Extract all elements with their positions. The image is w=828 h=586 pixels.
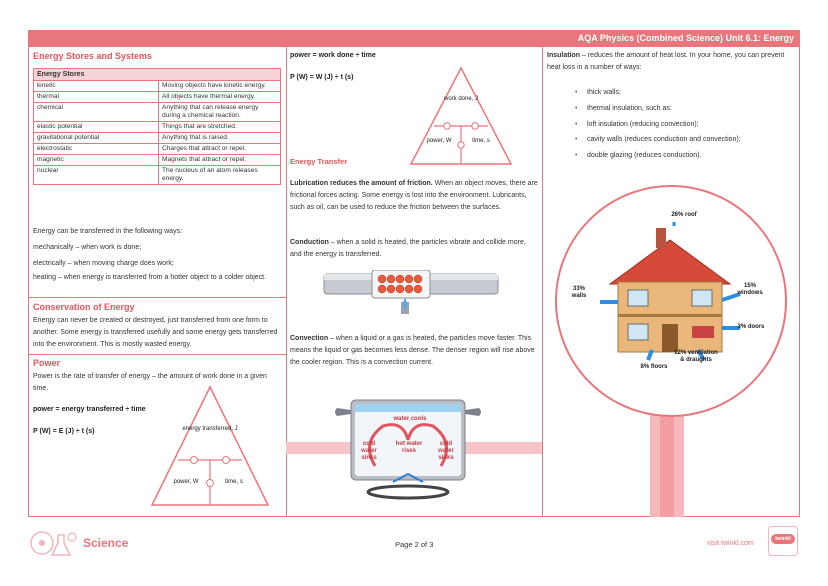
power-tri-right-label: time, s [225, 479, 243, 485]
transfer-title: Energy Transfer [290, 157, 348, 166]
table-row [34, 144, 281, 155]
sofa [692, 326, 714, 338]
insulation-text [547, 50, 797, 74]
divide-symbol-icon [444, 123, 450, 129]
divide-symbol-icon [191, 457, 198, 464]
column-divider-2 [542, 47, 543, 517]
twinkl-logo [768, 526, 798, 556]
table-header: Energy Stores [34, 69, 281, 81]
table-row [34, 155, 281, 166]
science-logo-icon [28, 527, 78, 561]
store-name: nuclear [34, 166, 159, 185]
rod-cutaway [372, 270, 430, 298]
lubrication-body: When an object moves, there are frictional forces acting. Some energy is lost into the environment. Lubricants, such as oil, can be used to reduce the friction between the surfaces. [290, 180, 538, 211]
store-name: electrostatic [34, 144, 159, 155]
power-tri-top-label: energy transferred, J [182, 426, 238, 432]
twinkl-logo-text: twinkl [771, 534, 795, 544]
power-tri-left-label: power, W [173, 479, 199, 485]
store-name: magnetic [34, 155, 159, 166]
pot-top-label: water cools [393, 416, 427, 422]
window [628, 324, 648, 340]
house-roof-label: 26% roof [671, 212, 697, 218]
multiply-symbol-icon [207, 480, 214, 487]
table-row [34, 92, 281, 103]
house-walls-label: 33% walls [571, 286, 587, 299]
power-triangle [150, 385, 270, 509]
work-equation-symbols: P (W) = W (J) ÷ t (s) [290, 74, 354, 81]
pot-left-label: cold water sinks [361, 441, 377, 461]
list-item: • loft insulation (reducing convection); [575, 117, 741, 133]
stores-title: Energy Stores and Systems [33, 51, 153, 61]
pot-right-label: cold water sinks [438, 441, 454, 461]
store-name: thermal [34, 92, 159, 103]
lubrication-bold: Lubrication reduces the amount of friction. [290, 180, 433, 187]
store-name: chemical [34, 103, 159, 122]
store-desc: All objects have thermal energy. [159, 92, 281, 103]
house-illustration [590, 222, 750, 362]
lubrication-text [290, 178, 538, 214]
power-equation-symbols: P (W) = E (J) ÷ t (s) [33, 428, 95, 435]
conduction-rod-illustration [322, 270, 500, 326]
list-item: • thick walls; [575, 85, 741, 101]
power-text: Power is the rate of transfer of energy – the amount of work done in a given time. [33, 373, 267, 392]
footer-subject: Science [83, 536, 129, 550]
power-title: Power [33, 358, 61, 368]
list-item: • thermal insulation, such as: [575, 101, 741, 117]
work-tri-top-label: work done, J [443, 96, 479, 102]
divide-symbol-icon [472, 123, 478, 129]
work-tri-left-label: power, W [426, 138, 452, 144]
store-desc: Moving objects have kinetic energy. [159, 81, 281, 92]
transfer-mechanically: mechanically – when work is done; [33, 244, 142, 251]
table-row [34, 81, 281, 92]
store-desc: Magnets that attract or repel. [159, 155, 281, 166]
pot-handle-left [335, 408, 351, 416]
house-roof [610, 240, 730, 284]
footer-visit-link[interactable]: visit twinkl.com [707, 540, 754, 547]
window [692, 290, 712, 306]
front-door [662, 324, 678, 352]
house-doors-label: 3% doors [737, 324, 765, 330]
transfer-heating: heating – when energy is transferred from a hotter object to a colder object. [33, 274, 267, 281]
footer-page-number: Page 2 of 3 [395, 540, 434, 549]
convection-text [290, 333, 540, 369]
store-name: kinetic [34, 81, 159, 92]
transfer-intro: Energy can be transferred in the following ways: [33, 228, 183, 235]
water-surface [355, 404, 461, 412]
store-name: gravitational potential [34, 133, 159, 144]
transfer-electrically: electrically – when moving charge does work; [33, 260, 174, 267]
table-row [34, 122, 281, 133]
work-tri-right-label: time, s [472, 138, 490, 144]
work-equation-words: power = work done ÷ time [290, 52, 376, 59]
conservation-title: Conservation of Energy [33, 302, 135, 312]
store-desc: Charges that attract or repel. [159, 144, 281, 155]
stove-ring [368, 486, 448, 498]
list-item: • double glazing (reduces conduction). [575, 148, 741, 164]
work-triangle [409, 66, 513, 166]
house-floors-label: 8% floors [640, 364, 668, 370]
window [628, 290, 648, 306]
conduction-text [290, 237, 538, 261]
house-floor-line [618, 314, 722, 317]
convection-body: – when a liquid or a gas is heated, the particles move faster. This means the liquid or gas becomes less dense. The denser region will rise above the cooler region. This is a convection current. [290, 335, 535, 366]
power-equation-words: power = energy transferred ÷ time [33, 406, 146, 413]
header-bar [28, 30, 800, 47]
energy-stores-table [33, 68, 281, 185]
pot-handle-right [465, 408, 481, 416]
convection-bold: Convection [290, 335, 329, 342]
insulation-body: – reduces the amount of heat lost. In your home, you can prevent heat loss in a number of ways: [547, 52, 785, 71]
chimney [656, 228, 666, 248]
divide-symbol-icon [223, 457, 230, 464]
table-row [34, 166, 281, 185]
divider-power [28, 354, 286, 355]
list-item: • cavity walls (reduces conduction and convection); [575, 132, 741, 148]
house-ventilation-label: 12% ventilation & draughts [674, 350, 718, 363]
page-title: AQA Physics (Combined Science) Unit 6.1: Energy [577, 33, 794, 43]
insulation-list [575, 85, 741, 164]
house-windows-label: 15% windows [737, 283, 763, 296]
store-name: elastic potential [34, 122, 159, 133]
table-row [34, 133, 281, 144]
conduction-body: – when a solid is heated, the particles vibrate and collide more, and the energy is transferred. [290, 239, 526, 258]
divider-conservation [28, 297, 286, 298]
insulation-bold: Insulation [547, 52, 581, 59]
conservation-text: Energy can never be created or destroyed, just transferred from one form to another. Some energy is transferred usefully and some energy gets transferred into the environment. This is mostly wasted energy. [33, 317, 278, 348]
table-row [34, 103, 281, 122]
conduction-bold: Conduction [290, 239, 329, 246]
store-desc: The nucleus of an atom releases energy. [159, 166, 281, 185]
pot-mid-label: hot water rises [395, 441, 423, 454]
store-desc: Anything that can release energy during a chemical reaction. [159, 103, 281, 122]
store-desc: Things that are stretched. [159, 122, 281, 133]
circle-stem-inner [660, 405, 674, 517]
store-desc: Anything that is raised. [159, 133, 281, 144]
